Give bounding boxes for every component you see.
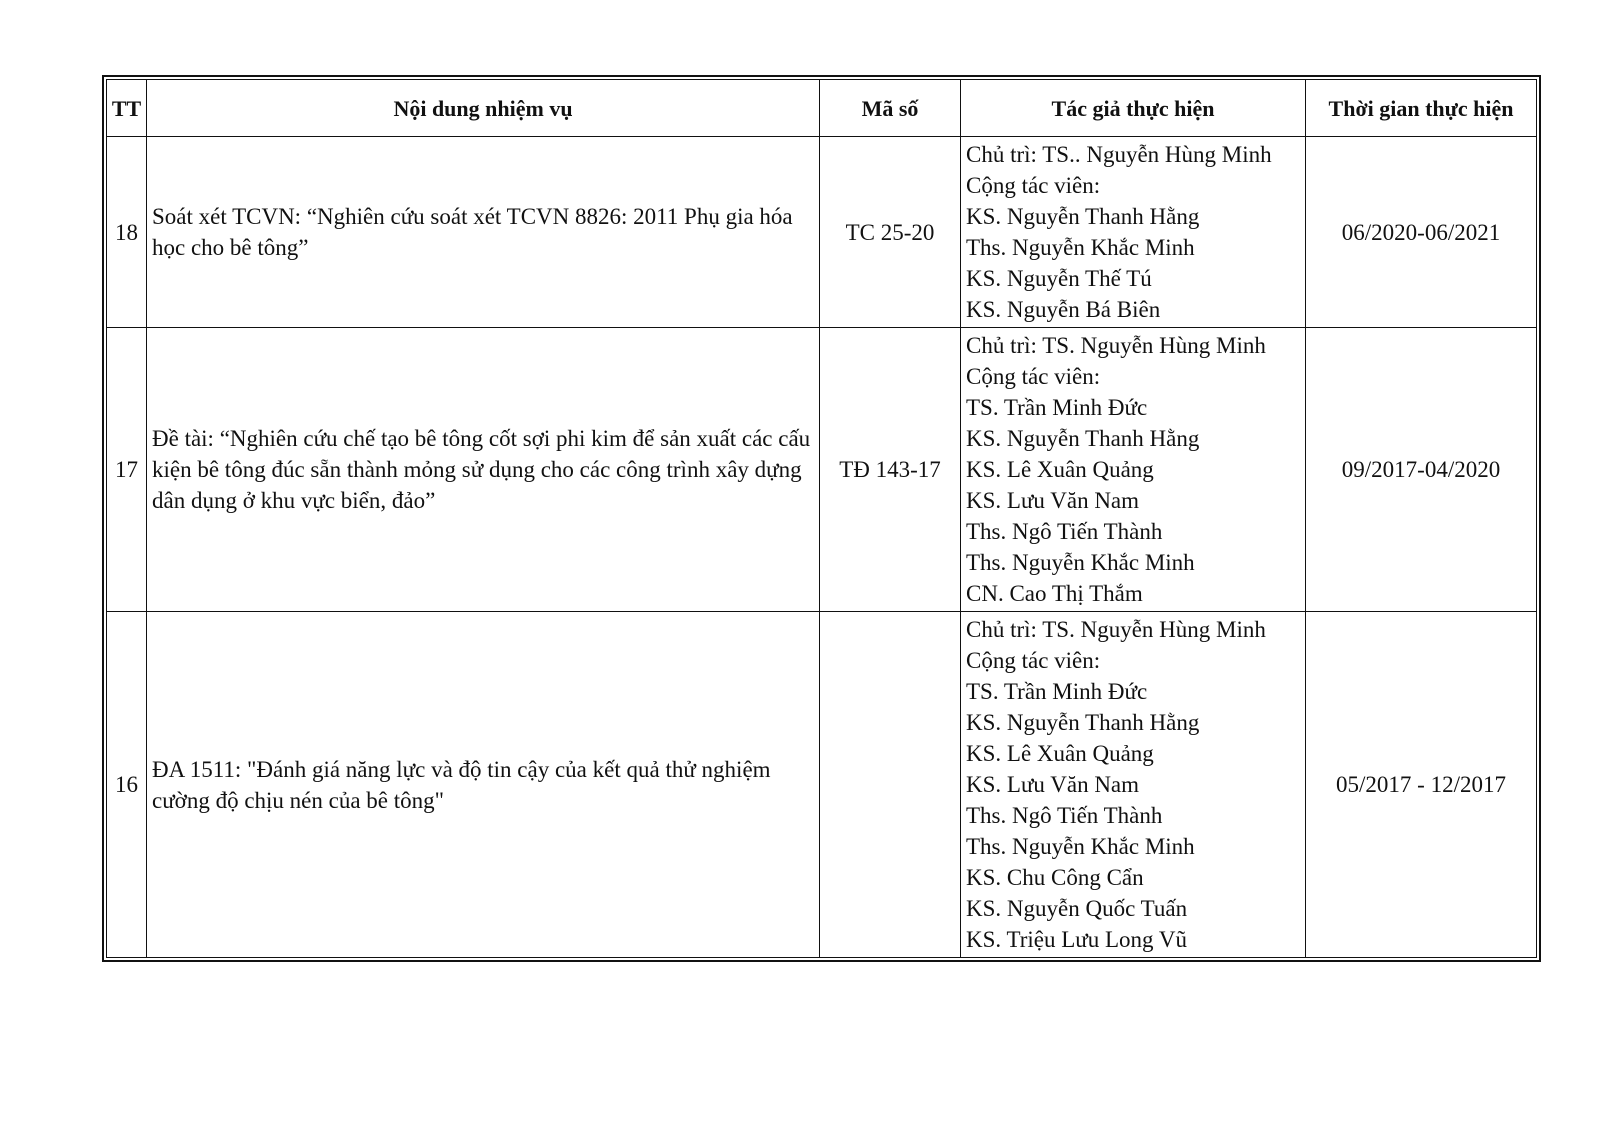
author-line: Ths. Nguyễn Khắc Minh <box>966 235 1195 260</box>
author-line: Cộng tác viên: <box>966 648 1101 673</box>
task-content: Đề tài: “Nghiên cứu chế tạo bê tông cốt sợi phi kim để sản xuất các cấu kiện bê tông đúc sẵn thành mỏng sử dụng cho các công trình xây dựng dân dụng ở khu vực biển, đảo” <box>147 328 820 612</box>
table-row <box>107 612 1537 958</box>
task-code <box>820 612 961 958</box>
author-line: Ths. Nguyễn Khắc Minh <box>966 834 1195 859</box>
author-line: KS. Triệu Lưu Long Vũ <box>966 927 1187 952</box>
task-content: ĐA 1511: "Đánh giá năng lực và độ tin cậy của kết quả thử nghiệm cường độ chịu nén của bê tông" <box>147 612 820 958</box>
row-number: 18 <box>107 137 147 328</box>
task-authors <box>961 328 1306 612</box>
author-line: Chủ trì: TS. Nguyễn Hùng Minh <box>966 333 1266 358</box>
author-line: Cộng tác viên: <box>966 364 1101 389</box>
author-line: KS. Nguyễn Thanh Hằng <box>966 204 1200 229</box>
author-line: Chủ trì: TS. Nguyễn Hùng Minh <box>966 617 1266 642</box>
author-line: Chủ trì: TS.. Nguyễn Hùng Minh <box>966 142 1272 167</box>
author-line: KS. Chu Công Cẩn <box>966 865 1144 890</box>
author-line: KS. Lưu Văn Nam <box>966 488 1140 513</box>
author-line: KS. Nguyễn Thế Tú <box>966 266 1152 291</box>
author-line: TS. Trần Minh Đức <box>966 679 1148 704</box>
table-header-row <box>107 80 1537 137</box>
row-number: 17 <box>107 328 147 612</box>
author-line: CN. Cao Thị Thắm <box>966 581 1143 606</box>
table-row <box>107 137 1537 328</box>
author-line: KS. Lưu Văn Nam <box>966 772 1140 797</box>
tasks-table <box>106 79 1537 958</box>
task-code: TC 25-20 <box>820 137 961 328</box>
header-code: Mã số <box>820 80 961 137</box>
author-line: KS. Nguyễn Thanh Hằng <box>966 710 1200 735</box>
task-code: TĐ 143-17 <box>820 328 961 612</box>
author-line: KS. Nguyễn Thanh Hằng <box>966 426 1200 451</box>
task-authors <box>961 137 1306 328</box>
task-time: 06/2020-06/2021 <box>1306 137 1537 328</box>
author-line: KS. Lê Xuân Quảng <box>966 457 1154 482</box>
author-line: TS. Trần Minh Đức <box>966 395 1148 420</box>
task-content: Soát xét TCVN: “Nghiên cứu soát xét TCVN 8826: 2011 Phụ gia hóa học cho bê tông” <box>147 137 820 328</box>
author-line: Cộng tác viên: <box>966 173 1101 198</box>
task-time: 09/2017-04/2020 <box>1306 328 1537 612</box>
table-row <box>107 328 1537 612</box>
author-line: Ths. Nguyễn Khắc Minh <box>966 550 1195 575</box>
author-line: Ths. Ngô Tiến Thành <box>966 519 1163 544</box>
row-number: 16 <box>107 612 147 958</box>
author-line: Ths. Ngô Tiến Thành <box>966 803 1163 828</box>
header-content: Nội dung nhiệm vụ <box>147 80 820 137</box>
author-line: KS. Lê Xuân Quảng <box>966 741 1154 766</box>
header-tt: TT <box>107 80 147 137</box>
author-line: KS. Nguyễn Quốc Tuấn <box>966 896 1188 921</box>
task-time: 05/2017 - 12/2017 <box>1306 612 1537 958</box>
task-authors <box>961 612 1306 958</box>
header-authors: Tác giả thực hiện <box>961 80 1306 137</box>
author-line: KS. Nguyễn Bá Biên <box>966 297 1161 322</box>
header-time: Thời gian thực hiện <box>1306 80 1537 137</box>
